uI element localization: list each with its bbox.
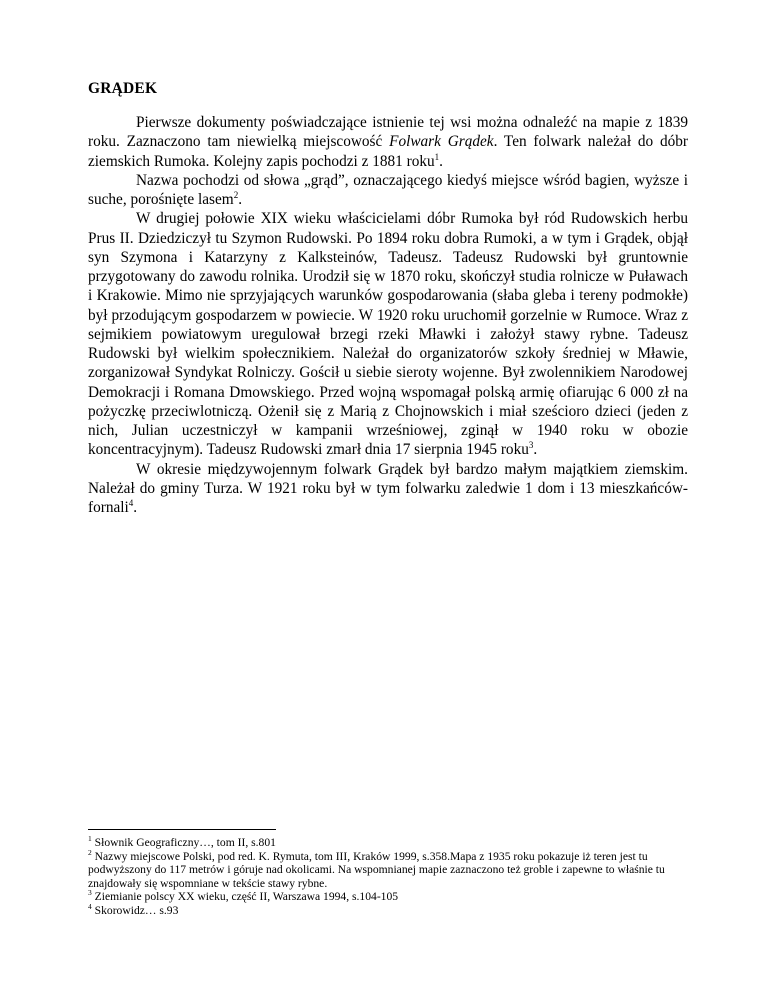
- footnote-ref-1: 1: [434, 151, 440, 162]
- paragraph-1-italic: Folwark Grądek: [389, 133, 494, 151]
- paragraph-2-text-a: Nazwa pochodzi od słowa „grąd”, oznaczającego kiedyś miejsce wśród bagien, wyższe i suche, porośnięte lasem: [88, 171, 688, 208]
- footnote-ref-3: 3: [528, 440, 534, 451]
- footnote-3: [88, 890, 688, 904]
- footnote-text: Nazwy miejscowe Polski, pod red. K. Rymuta, tom III, Kraków 1999, s.358.Mapa z 1935 roku pokazuje iż teren jest tu podwyższony do 117 metrów i góruje nad okolicami. Na wspomnianej mapie zaznaczono też groble i zapewne to właśnie tu znajdowały się wspomniane w tekście stawy rybne.: [88, 849, 665, 890]
- footnote-4: [88, 904, 688, 918]
- paragraph-1: [88, 113, 688, 171]
- document-title: GRĄDEK: [88, 80, 158, 97]
- paragraph-2-text-b: .: [238, 191, 243, 208]
- footnote-text: Ziemianie polscy XX wieku, część II, Warszawa 1994, s.104-105: [91, 890, 399, 904]
- footnote-number: 2: [88, 847, 92, 857]
- footnote-number: 1: [88, 834, 92, 844]
- paragraph-3-text-b: .: [533, 441, 538, 459]
- footnote-ref-2: 2: [233, 189, 239, 200]
- paragraph-4-text-b: .: [133, 499, 138, 516]
- paragraph-2: [88, 171, 688, 210]
- paragraph-3-text-a: W drugiej połowie XIX wieku właścicielami dóbr Rumoka był ród Rudowskich herbu Prus II. Dziedziczył tu Szymon Rudowski. Po 1894 roku dobra Rumoki, a w tym i Grądek, objął syn Szymona i Katarzyny z Kalksteinów, Tadeusz. Tadeusz Rudowski był gruntownie przygotowany do zawodu rolnika. Urodził się w 1870 roku, skończył studia rolnicze w Puławach i Krakowie. Mimo nie sprzyjających warunków gospodarowania (słaba gleba i tereny podmokłe) był przodującym gospodarzem w powiecie. W 1920 roku uruchomił gorzelnie w Rumoce. Wraz z sejmikiem powiatowym uregulował brzegi rzeki Mławki i założył stawy rybne. Tadeusz Rudowski był wielkim społecznikiem. Należał do organizatorów szkoły średniej w Mławie, zorganizował Syndykat Rolniczy. Gościł u siebie sieroty wojenne. Był zwolennikiem Narodowej Demokracji i Romana Dmowskiego. Przed wojną wspomagał polską armię ofiarując 6 000 zł na pożyczkę przeciwlotniczą. Ożenił się z Marią z Chojnowskich i miał sześcioro dzieci (jeden z nich, Julian uczestniczył w kampanii wrześniowej, zginął w 1940 roku w obozie koncentracyjnym). Tadeusz Rudowski zmarł dnia 17 sierpnia 1945 roku: [88, 210, 688, 459]
- paragraph-1-text-a: Pierwsze dokumenty poświadczające istnienie tej wsi można odnaleźć na mapie z 1839 roku. Zaznaczono tam niewielką miejscowość: [88, 114, 688, 151]
- footnote-text: Skorowidz… s.93: [91, 903, 179, 917]
- footnote-2: [88, 847, 688, 891]
- footnote-ref-4: 4: [128, 497, 134, 508]
- paragraph-3: [88, 209, 688, 459]
- footnote-number: 3: [88, 888, 92, 898]
- paragraph-4: [88, 460, 688, 518]
- paragraph-1-text-c: .: [439, 152, 443, 170]
- footnote-separator: [88, 829, 276, 830]
- footnotes: [88, 836, 688, 918]
- footnote-text: Słownik Geograficzny…, tom II, s.801: [91, 836, 276, 849]
- document-body: [88, 113, 688, 517]
- paragraph-4-text-a: W okresie międzywojennym folwark Grądek był bardzo małym majątkiem ziemskim. Należał do gminy Turza. W 1921 roku był w tym folwarku zaledwie 1 dom i 13 mieszkańców-fornali: [88, 460, 688, 516]
- footnote-number: 4: [88, 902, 92, 912]
- footnote-1: [88, 836, 688, 850]
- paragraph-1-text-b: . Ten folwark należał do dóbr ziemskich Rumoka. Kolejny zapis pochodzi z 1881 roku: [88, 133, 688, 170]
